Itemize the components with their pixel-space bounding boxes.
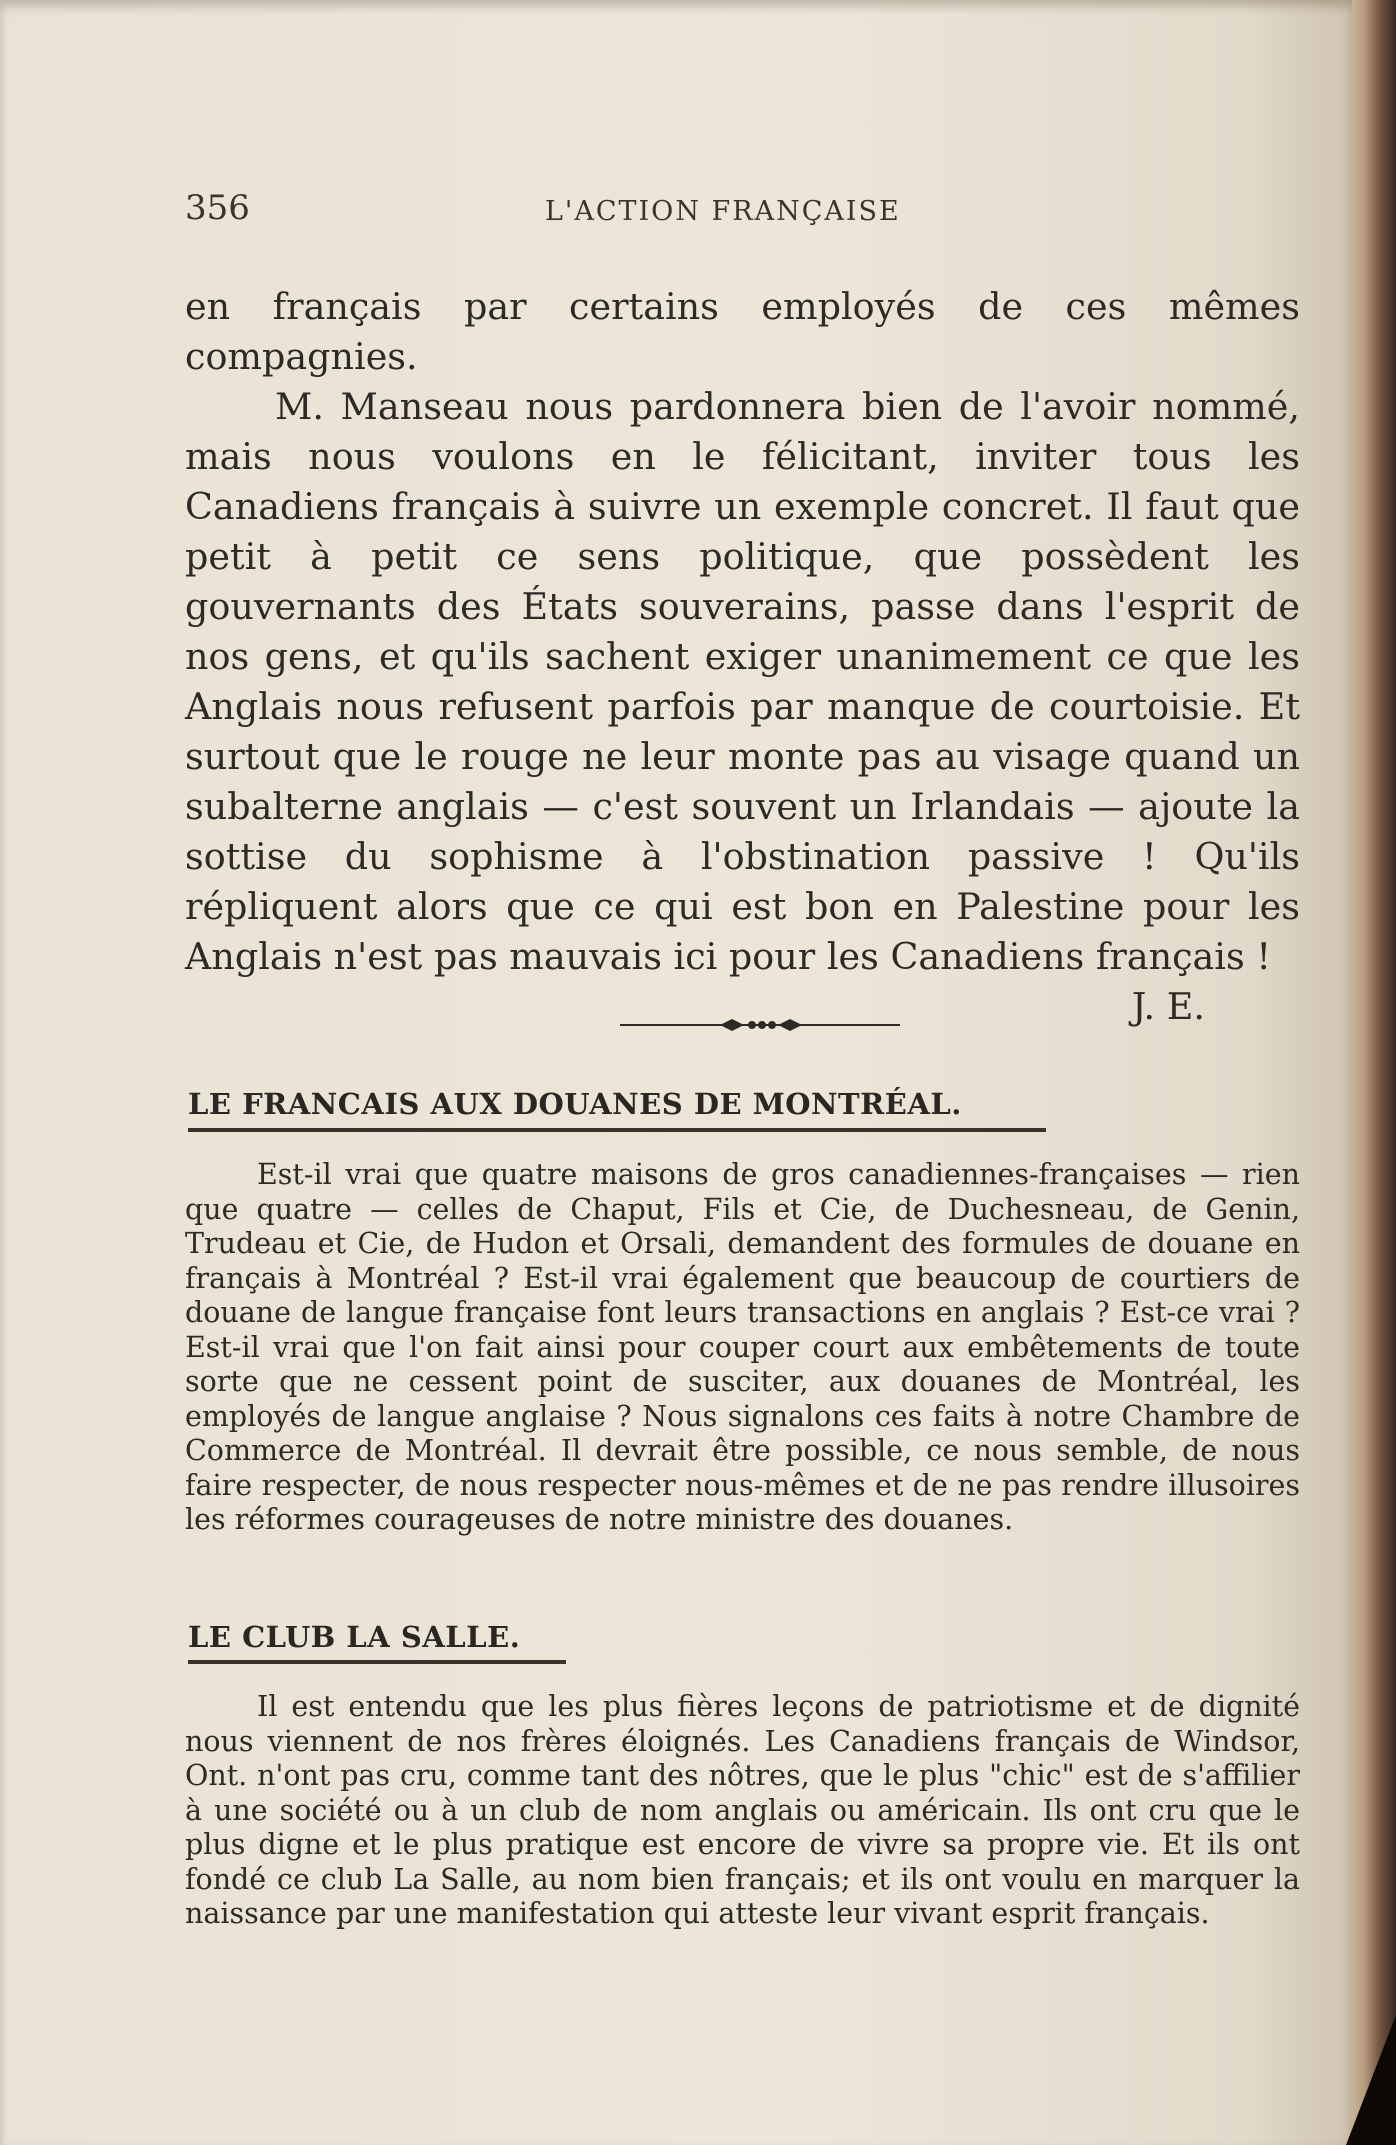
section-paragraph: Est-il vrai que quatre maisons de gros canadiennes-françaises — rien que quatre — celles de Chaput, Fils et Cie, de Duchesneau, de Genin, Trudeau et Cie, de Hudon et Orsali, demandent des formules de douane en français à Montréal ? Est-il vrai également que beaucoup de courtiers de douane de langue française font leurs transactions en anglais ? Est-ce vrai ? Est-il vrai que l'on fait ainsi pour couper court aux embêtements de toute sorte que ne cessent point de susciter, aux douanes de Montréal, les employés de langue anglaise ? Nous signalons ces faits à notre Chambre de Commerce de Montréal. Il devrait être possible, ce nous semble, de nous faire respecter, de nous respecter nous-mêmes et de ne pas rendre illusoires les réformes courageuses de notre ministre des douanes.: [185, 1158, 1300, 1536]
section-heading-club: LE CLUB LA SALLE.: [188, 1620, 521, 1654]
author-signature: J. E.: [1131, 985, 1205, 1028]
book-spine: [1352, 0, 1396, 2145]
section-text-club: [185, 1690, 1300, 1932]
main-paragraph: M. Manseau nous pardonnera bien de l'avoir nommé, mais nous voulons en le félicitant, inviter tous les Canadiens français à suivre un exemple concret. Il faut que petit à petit ce sens politique, que possèdent les gouvernants des États souverains, passe dans l'esprit de nos gens, et qu'ils sachent exiger unanimement ce que les Anglais nous refusent parfois par manque de courtoisie. Et surtout que le rouge ne leur monte pas au visage quand un subalterne anglais — c'est souvent un Irlandais — ajoute la sottise du sophisme à l'obstination passive ! Qu'ils répliquent alors que ce qui est bon en Palestine pour les Anglais n'est pas mauvais ici pour les Canadiens français !: [185, 385, 1300, 978]
journal-title: L'ACTION FRANÇAISE: [545, 196, 901, 227]
ornament-divider: [620, 1014, 900, 1036]
main-article-text: [185, 282, 1300, 1032]
page-number: 356: [185, 188, 250, 228]
section-rule-club: [188, 1660, 566, 1664]
section-paragraph: Il est entendu que les plus fières leçons de patriotisme et de dignité nous viennent de nos frères éloignés. Les Canadiens français de Windsor, Ont. n'ont pas cru, comme tant des nôtres, que le plus "chic" est de s'affilier à une société ou à un club de nom anglais ou américain. Ils ont cru que le plus digne et le plus pratique est encore de vivre sa propre vie. Et ils ont fondé ce club La Salle, au nom bien français; et ils ont voulu en marquer la naissance par une manifestation qui atteste leur vivant esprit français.: [185, 1690, 1300, 1930]
section-text-douanes: [185, 1158, 1300, 1538]
page-corner-shadow: [1346, 2015, 1396, 2145]
running-head: [185, 188, 945, 232]
section-rule-douanes: [188, 1128, 1046, 1132]
section-heading-douanes: LE FRANCAIS AUX DOUANES DE MONTRÉAL.: [188, 1087, 962, 1121]
continuation-line: en français par certains employés de ces mêmes compagnies.: [185, 285, 1300, 378]
